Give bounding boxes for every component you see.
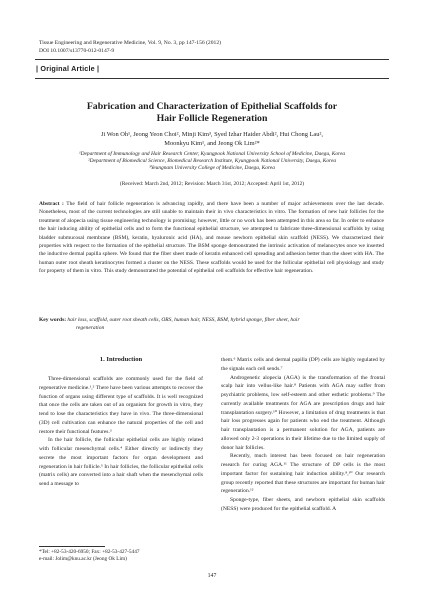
section-heading: 1. Introduction: [99, 356, 143, 363]
abstract-text: The field of hair follicle regeneration is advancing rapidly, and there have been a number of major achievements over the last decade. Nonetheless, most of the current technologies are still unable to maintain their in vivo characteristics in vitro. The formation of new hair follicles for the treatment of alopecia using tissue engineering technology is promising; however, little or no work has been attempted in this area so far. In order to enhance the hair inducing ability of epithelial cells and to form the functional epithelial structure, we attempted to fabricate three-dimensional scaffolds by using bladder submucosal membrane (BSM), keratin, hyaluronic acid (HA), and mouse newborn epithelial skin scaffold (NESS). We characterized their properties with respect to the formation of the epithelial structure. The BSM sponge demonstrated the intrinsic activation of melanocytes once we inserted the inductive dermal papilla sphere. We found that the fiber sheet made of keratin enhanced cell spreading and adhesion better than the sheet with HA. The human outer root sheath keratinocytes formed a cluster on the NESS. These scaffolds would be used for the follicular epithelial cell physiology and study for property of them in vitro. This study demonstrated the potential of epithelial cell scaffolds for effective hair regeneration.: [39, 201, 384, 275]
correspondence-footnote: [39, 549, 140, 564]
paragraph: Recently, much interest has been focused on hair regeneration research for curing AGA.¹¹ The structure of DP cells is the most important factor for sustaining hair induction ability.⁸,¹⁰ Our research group recently reported that these structures are important for human hair regeneration.¹²: [221, 453, 385, 495]
affiliation-3: ³Yeungnam University College of Medicine, Daegu, Korea: [149, 164, 275, 171]
paper-title: [40, 101, 384, 126]
title-line-2: Hair Follicle Regeneration: [156, 113, 268, 125]
page-number: 147: [207, 573, 217, 579]
paragraph: them.⁶ Matrix cells and dermal papilla (DP) cells are highly regulated by the signals each cell sends.⁷: [221, 357, 385, 372]
keywords: [39, 316, 384, 332]
paragraph: Sponge-type, fiber sheets, and newborn epithelial skin scaffolds (NESS) were produced for the epithelial scaffold. A: [221, 497, 385, 512]
authors-line-2: Moonkyu Kim¹, and Jeong Ok Lim²*: [164, 139, 260, 147]
title-line-1: Fabrication and Characterization of Epithelial Scaffolds for: [86, 101, 338, 112]
journal-citation: Tissue Engineering and Regenerative Medicine, Vol. 9, No. 3, pp 147-156 (2012): [39, 40, 221, 46]
keywords-line-1: hair loss, scaffold, outer root sheath cells, ORS, human hair, NESS, BSM, hybrid sponge, fiber sheet, hair: [67, 317, 300, 323]
right-column: [221, 356, 385, 514]
journal-header: [39, 40, 221, 56]
doi: DOI 10.1007/s13770-012-0147-9: [39, 47, 115, 54]
affiliation-2: ²Department of Biomedical Science, Biomedical Research Institute, Kyungpook National University, Daegu, Korea: [87, 157, 337, 164]
author-list: [36, 131, 388, 148]
abstract-label: Abstract :: [39, 201, 64, 207]
authors-line-1: Ji Won Oh¹, Jeong Yeon Choi², Minji Kim³, Syed Izhar Haider Abdi², Hui Chong Lau²,: [101, 131, 323, 138]
affiliations: [30, 151, 394, 172]
footnote-email: e-mail: Jolim@knu.ac.kr (Jeong Ok Lim): [39, 556, 127, 563]
received-dates: (Received: March 2nd, 2012; Revision: March 31st, 2012; Accepted: April 1st, 2012): [119, 181, 305, 187]
left-column: [39, 375, 203, 489]
footnote-contact: *Tel: +82-53-420-6950; Fax: +82-53-427-5447: [39, 549, 140, 555]
keywords-line-2: regeneration: [76, 325, 105, 331]
paragraph: Androgenetic alopecia (AGA) is the transformation of the frontal scalp hair into vellus-like hair.⁸ Patients with AGA may suffer from psychiatric problems, low self-esteem and other esthetic problems.⁹ The currently available treatments for AGA are prescription drugs and hair transplantation surgery.¹⁰ However, a limitation of drug treatments is that hair loss progresses again for patients who end the treatment. Although hair transplantation is a permanent solution for AGA, patients are allowed only 2-3 operations in their lifetime due to the limited supply of donor hair follicles.: [221, 374, 385, 451]
affiliation-1: ¹Department of Immunology and Hair Research Center, Kyungpook National University School of Medicine, Daegu, Korea: [78, 151, 346, 157]
footnote-rule: [39, 546, 105, 547]
abstract: [39, 200, 384, 276]
paragraph: In the hair follicle, the follicular epithelial cells are highly related with follicular mesenchymal cells.⁴ Either directly or indirectly they secrete the most important factors for organ development and regeneration in hair follicle.⁵ In hair follicles, the follicular epithelial cells (matrix cells) are converted into a hair shaft when the mesenchymal cells send a message to: [39, 437, 203, 487]
paragraph: Three-dimensional scaffolds are commonly used for the field of regenerative medicine.¹,² There have been various attempts to recover the function of organs using different type of scaffolds. It is well recognized that once the cells are taken out of an organism for growth in vitro, they tend to lose the characteristics they have in vivo. The three-dimensional (3D) cell cultivation can enhance the natural properties of the cell and restore their functional features.³: [39, 376, 203, 435]
keywords-label: Key words:: [39, 317, 67, 323]
article-type: | Original Article |: [36, 64, 100, 73]
header-rule-bottom: [35, 78, 389, 79]
header-rule-top: [35, 59, 389, 60]
